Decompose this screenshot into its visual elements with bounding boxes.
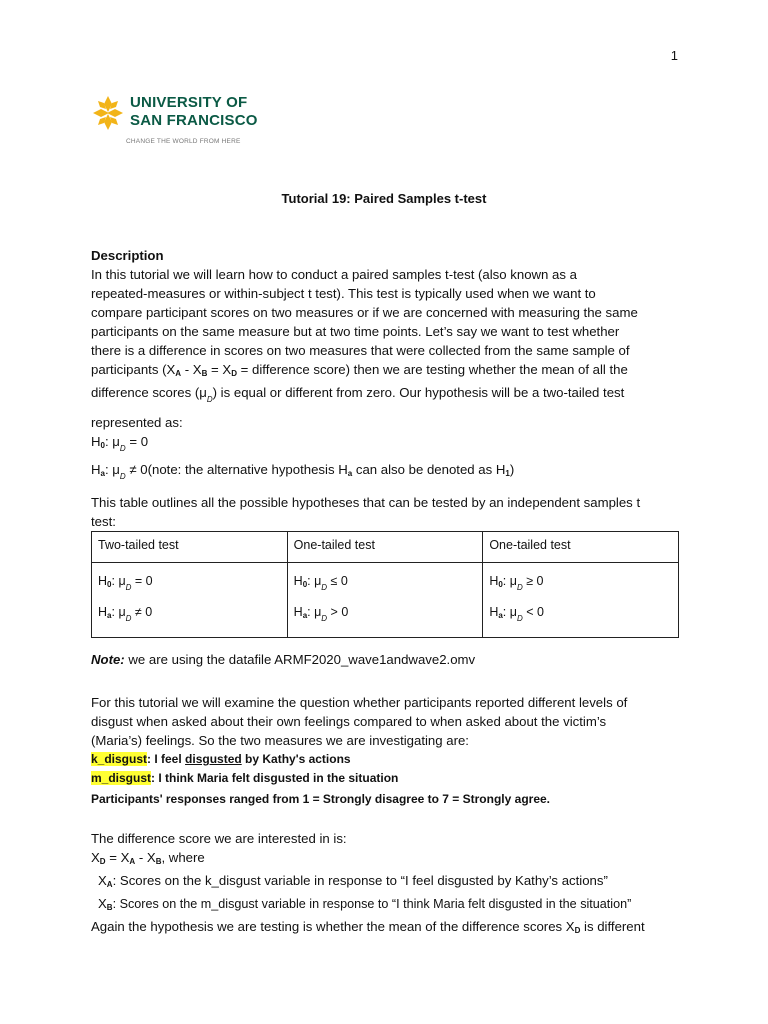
table-header-cell: Two-tailed test	[92, 532, 288, 563]
hypothesis-table	[91, 531, 679, 638]
table-header-cell: One-tailed test	[483, 532, 679, 563]
example-line: (Maria’s) feelings. So the two measures we are investigating are:	[91, 733, 469, 748]
example-line: disgust when asked about their own feelings compared to when asked about the victim’s	[91, 714, 607, 729]
table-cell	[483, 563, 679, 638]
null-hypothesis: H0: $\mu_D = 0$	[91, 434, 149, 453]
xb-definition: XB: Scores on the m_disgust variable in response to “I think Maria felt disgusted in the situation”	[98, 896, 632, 912]
page-number: 1	[670, 48, 678, 63]
document-title: Tutorial 19: Paired Samples t-test	[281, 191, 487, 206]
alternative-hypothesis: Ha: $\mu_D$ ≠ 0(note: the alternative hypothesis Ha can also be denoted as H1)	[91, 462, 515, 481]
note-text: we are using the datafile ARMF2020_wave1andwave2.omv	[124, 652, 476, 667]
example-section	[91, 693, 691, 809]
xa-definition: XA: Scores on the k_disgust variable in response to “I feel disgusted by Kathy’s actions”	[98, 873, 608, 889]
description-line: participants on the same measure but at two time points. Let’s say we want to test whether	[91, 324, 620, 339]
description-section	[91, 246, 691, 486]
k-disgust-variable: k_disgust	[91, 752, 148, 766]
university-name-line-2: SAN FRANCISCO	[130, 112, 258, 129]
table-intro-line: This table outlines all the possible hypotheses that can be tested by an independent samples t	[91, 495, 641, 510]
table-intro	[91, 493, 691, 531]
description-line: participants (XA - XB = XD = difference score) then we are testing whether the mean of all the	[91, 362, 628, 378]
description-line: compare participant scores on two measures or if we are concerned with measuring the same	[91, 305, 638, 320]
k-disgust-line: k_disgust: I feel disgusted by Kathy's actions	[91, 752, 351, 766]
description-line: In this tutorial we will learn how to conduct a paired samples t-test (also known as a	[91, 267, 577, 282]
m-disgust-variable: m_disgust	[91, 771, 152, 785]
description-line: represented as:	[91, 415, 183, 430]
usf-logo-mark-icon	[92, 94, 124, 132]
description-line: repeated-measures or within-subject t test). This test is typically used when we want to	[91, 286, 596, 301]
description-heading: Description	[91, 248, 164, 263]
table-header-cell: One-tailed test	[287, 532, 483, 563]
difference-section	[91, 829, 691, 940]
university-name	[130, 94, 258, 130]
description-line: there is a difference in scores on two measures that were collected from the same sample of	[91, 343, 630, 358]
university-name-line-1: UNIVERSITY OF	[130, 94, 248, 111]
ha-entry: Ha: $\mu_D > 0$	[293, 605, 349, 623]
example-line: For this tutorial we will examine the question whether participants reported different levels of	[91, 695, 628, 710]
usf-logo	[92, 94, 258, 154]
university-tagline: CHANGE THE WORLD FROM HERE	[126, 138, 241, 145]
response-range: Participants' responses ranged from 1 = Strongly disagree to 7 = Strongly agree.	[91, 792, 550, 806]
difference-line: Again the hypothesis we are testing is whether the mean of the difference scores XD is different	[91, 919, 645, 935]
m-disgust-line: m_disgust: I think Maria felt disgusted in the situation	[91, 771, 399, 785]
difference-line: The difference score we are interested in is:	[91, 831, 347, 846]
h0-entry: H0: $\mu_D \le 0$	[293, 574, 348, 592]
ha-entry: Ha: $\mu_D \ne 0$	[98, 605, 153, 623]
difference-formula: XD = XA - XB, where	[91, 850, 205, 866]
table-intro-line: test:	[91, 514, 116, 529]
table-cell	[287, 563, 483, 638]
h0-entry: H0: $\mu_D = 0$	[98, 574, 153, 592]
description-line: difference scores $(\mu_D)$ is equal or different from zero. Our hypothesis will be a two-tailed test	[91, 385, 625, 404]
table-cell	[92, 563, 288, 638]
ha-entry: Ha: $\mu_D < 0$	[489, 605, 544, 623]
table-header-row	[92, 532, 679, 563]
note-line	[91, 650, 691, 669]
h0-entry: H0: $\mu_D \ge 0$	[489, 574, 544, 592]
table-row	[92, 563, 679, 638]
note-label: Note:	[91, 652, 125, 667]
